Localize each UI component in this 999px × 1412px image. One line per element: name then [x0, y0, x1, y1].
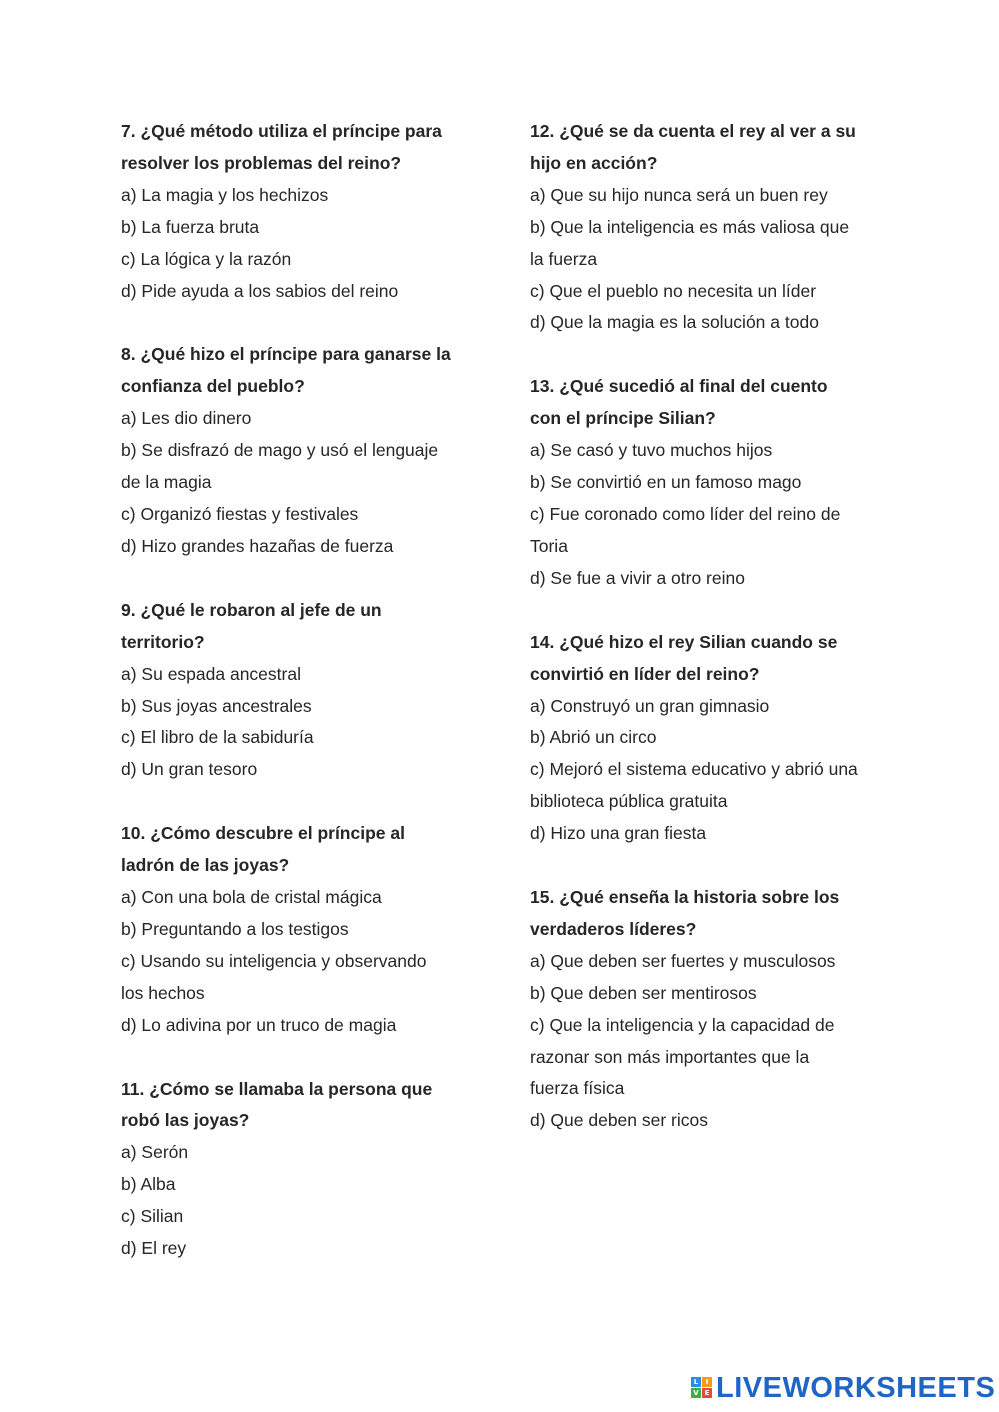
answer-option: c) Organizó fiestas y festivales: [121, 503, 359, 524]
question-title: convirtió en líder del reino?: [530, 663, 760, 684]
question-title: con el príncipe Silian?: [530, 408, 716, 429]
liveworksheets-logo: [691, 1372, 995, 1404]
answer-option: c) La lógica y la razón: [121, 248, 292, 269]
question-13: [530, 371, 890, 594]
answer-option: b) Alba: [121, 1174, 176, 1195]
answer-option: d) Se fue a vivir a otro reino: [530, 567, 745, 588]
question-title: 12. ¿Qué se da cuenta el rey al ver a su: [530, 121, 856, 141]
question-11: [121, 1074, 481, 1265]
question-12: [530, 116, 890, 339]
answer-option: b) Que deben ser mentirosos: [530, 982, 757, 1003]
answer-option: fuerza física: [530, 1078, 625, 1099]
answer-option: d) Que la magia es la solución a todo: [530, 312, 819, 333]
answer-option: a) Se casó y tuvo muchos hijos: [530, 440, 773, 461]
answer-option: a) Construyó un gran gimnasio: [530, 695, 770, 716]
answer-option: c) Silian: [121, 1206, 184, 1227]
answer-option: de la magia: [121, 472, 212, 493]
answer-option: biblioteca pública gratuita: [530, 791, 728, 812]
answer-option: d) Lo adivina por un truco de magia: [121, 1014, 397, 1035]
question-title: 9. ¿Qué le robaron al jefe de un: [121, 599, 382, 620]
question-title: 7. ¿Qué método utiliza el príncipe para: [121, 121, 442, 141]
answer-option: Toria: [530, 535, 568, 556]
answer-option: a) Su espada ancestral: [121, 663, 301, 684]
answer-option: c) Mejoró el sistema educativo y abrió una: [530, 759, 858, 780]
answer-option: c) El libro de la sabiduría: [121, 727, 314, 748]
question-title: 11. ¿Cómo se llamaba la persona que: [121, 1078, 433, 1099]
answer-option: la fuerza: [530, 248, 598, 269]
answer-option: b) La fuerza bruta: [121, 216, 260, 237]
answer-option: razonar son más importantes que la: [530, 1046, 810, 1067]
question-8: [121, 339, 481, 562]
question-title: confianza del pueblo?: [121, 376, 305, 397]
question-title: 15. ¿Qué enseña la historia sobre los: [530, 887, 840, 908]
answer-option: b) Que la inteligencia es más valiosa que: [530, 216, 850, 237]
question-title: 8. ¿Qué hizo el príncipe para ganarse la: [121, 344, 451, 365]
question-title: 10. ¿Cómo descubre el príncipe al: [121, 823, 405, 844]
question-7: [121, 116, 481, 307]
question-title: hijo en acción?: [530, 152, 658, 173]
question-15: [530, 882, 890, 1137]
logo-tile: L: [691, 1377, 701, 1387]
answer-option: d) Pide ayuda a los sabios del reino: [121, 280, 399, 301]
answer-option: b) Preguntando a los testigos: [121, 918, 349, 939]
answer-option: b) Abrió un circo: [530, 727, 657, 748]
answer-option: c) Fue coronado como líder del reino de: [530, 503, 841, 524]
answer-option: c) Que el pueblo no necesita un líder: [530, 280, 817, 301]
question-title: territorio?: [121, 631, 205, 652]
logo-tile: E: [702, 1388, 712, 1398]
question-title: ladrón de las joyas?: [121, 855, 290, 876]
question-9: [121, 595, 481, 786]
question-14: [530, 627, 890, 850]
left-question-column: [121, 116, 481, 1297]
logo-tile: V: [691, 1388, 701, 1398]
answer-option: b) Se disfrazó de mago y usó el lenguaje: [121, 440, 439, 461]
question-10: [121, 818, 481, 1041]
answer-option: a) Que su hijo nunca será un buen rey: [530, 184, 828, 205]
answer-option: d) Un gran tesoro: [121, 759, 258, 780]
answer-option: b) Se convirtió en un famoso mago: [530, 472, 802, 493]
question-title: 13. ¿Qué sucedió al final del cuento: [530, 376, 828, 397]
answer-option: c) Usando su inteligencia y observando: [121, 950, 427, 971]
answer-option: a) Con una bola de cristal mágica: [121, 887, 382, 908]
answer-option: a) Que deben ser fuertes y musculosos: [530, 950, 836, 971]
question-title: resolver los problemas del reino?: [121, 152, 402, 173]
answer-option: a) Les dio dinero: [121, 408, 252, 429]
question-title: robó las joyas?: [121, 1110, 250, 1131]
answer-option: d) El rey: [121, 1238, 187, 1259]
brand-wordmark: LIVEWORKSHEETS: [716, 1372, 996, 1404]
right-question-column: [530, 116, 890, 1169]
answer-option: d) Hizo una gran fiesta: [530, 823, 707, 844]
answer-option: a) Serón: [121, 1142, 189, 1163]
answer-option: d) Hizo grandes hazañas de fuerza: [121, 535, 394, 556]
answer-option: a) La magia y los hechizos: [121, 184, 329, 205]
question-title: verdaderos líderes?: [530, 918, 697, 939]
answer-option: c) Que la inteligencia y la capacidad de: [530, 1014, 835, 1035]
question-title: 14. ¿Qué hizo el rey Silian cuando se: [530, 631, 838, 652]
answer-option: los hechos: [121, 982, 205, 1003]
answer-option: d) Que deben ser ricos: [530, 1110, 709, 1131]
answer-option: b) Sus joyas ancestrales: [121, 695, 312, 716]
liveworksheets-logo-icon: [691, 1377, 713, 1399]
logo-tile: I: [702, 1377, 712, 1387]
